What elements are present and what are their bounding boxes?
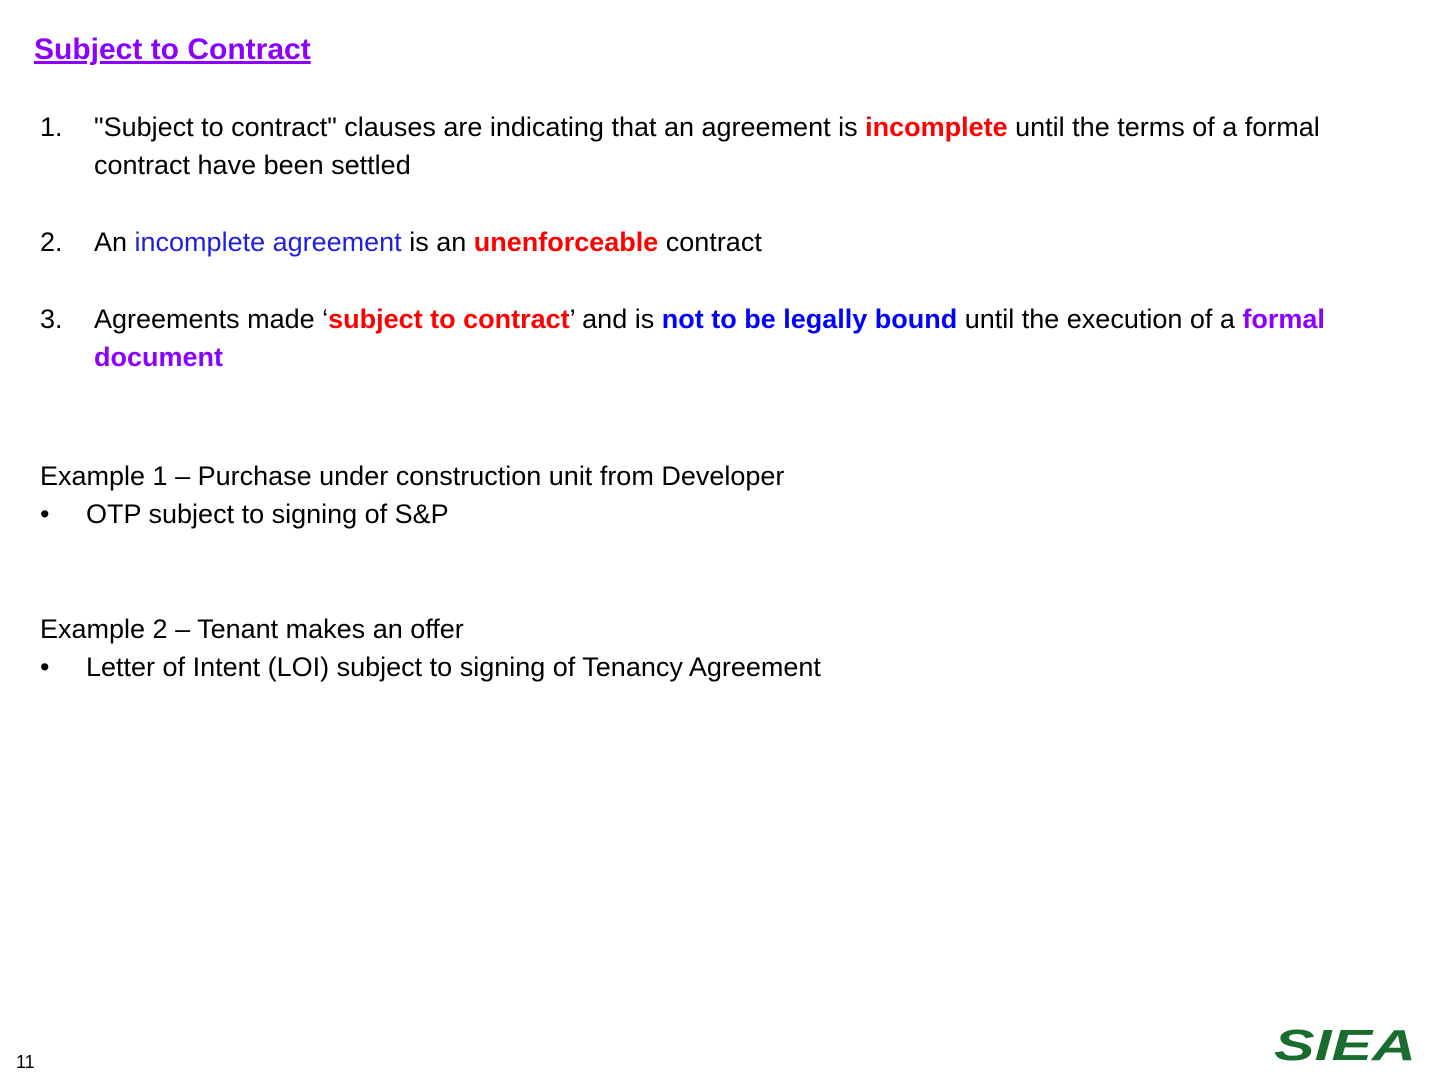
slide-content bbox=[40, 108, 1400, 686]
point-text-highlight-red: subject to contract bbox=[328, 304, 570, 334]
point-text-normal: is an bbox=[401, 227, 474, 257]
points-list bbox=[40, 108, 1400, 376]
point-text-highlight-red: incomplete bbox=[865, 112, 1008, 142]
point-text-normal: until the execution of a bbox=[957, 304, 1243, 334]
example-block bbox=[40, 457, 1400, 533]
example-item-text: OTP subject to signing of S&P bbox=[86, 499, 449, 529]
bullet-icon: • bbox=[40, 652, 50, 682]
example-block bbox=[40, 610, 1400, 686]
point-text-normal: until the terms of a formal contract have been settled bbox=[94, 112, 1320, 180]
example-bullet-item bbox=[40, 495, 1400, 533]
example-heading: Example 1 – Purchase under construction unit from Developer bbox=[40, 461, 785, 491]
siea-logo-icon bbox=[1270, 1024, 1420, 1064]
point-text-normal: contract bbox=[658, 227, 762, 257]
point-text-normal: ’ and is bbox=[569, 304, 662, 334]
point-text-normal: Agreements made ‘ bbox=[94, 304, 329, 334]
point-text-highlight-red: unenforceable bbox=[473, 227, 659, 257]
point-text-normal: An bbox=[94, 227, 135, 257]
logo-text: SIEA bbox=[1274, 1024, 1416, 1064]
point-text-highlight-blue: not to be legally bound bbox=[661, 304, 958, 334]
page-number: 11 bbox=[16, 1052, 35, 1072]
example-heading: Example 2 – Tenant makes an offer bbox=[40, 614, 464, 644]
point-item bbox=[40, 300, 1400, 376]
example-bullet-item bbox=[40, 648, 1400, 686]
point-text-highlight-blue: incomplete agreement bbox=[134, 227, 402, 257]
example-item-text: Letter of Intent (LOI) subject to signing of Tenancy Agreement bbox=[86, 652, 821, 682]
slide-title: Subject to Contract bbox=[34, 33, 311, 66]
point-number: 2. bbox=[40, 227, 63, 257]
point-number: 1. bbox=[40, 112, 63, 142]
point-text-highlight-purple: formal document bbox=[94, 304, 1325, 372]
point-item bbox=[40, 108, 1400, 184]
point-text-normal: "Subject to contract" clauses are indicating that an agreement is bbox=[94, 112, 866, 142]
bullet-icon: • bbox=[40, 499, 50, 529]
point-number: 3. bbox=[40, 304, 63, 334]
point-item bbox=[40, 223, 1400, 261]
